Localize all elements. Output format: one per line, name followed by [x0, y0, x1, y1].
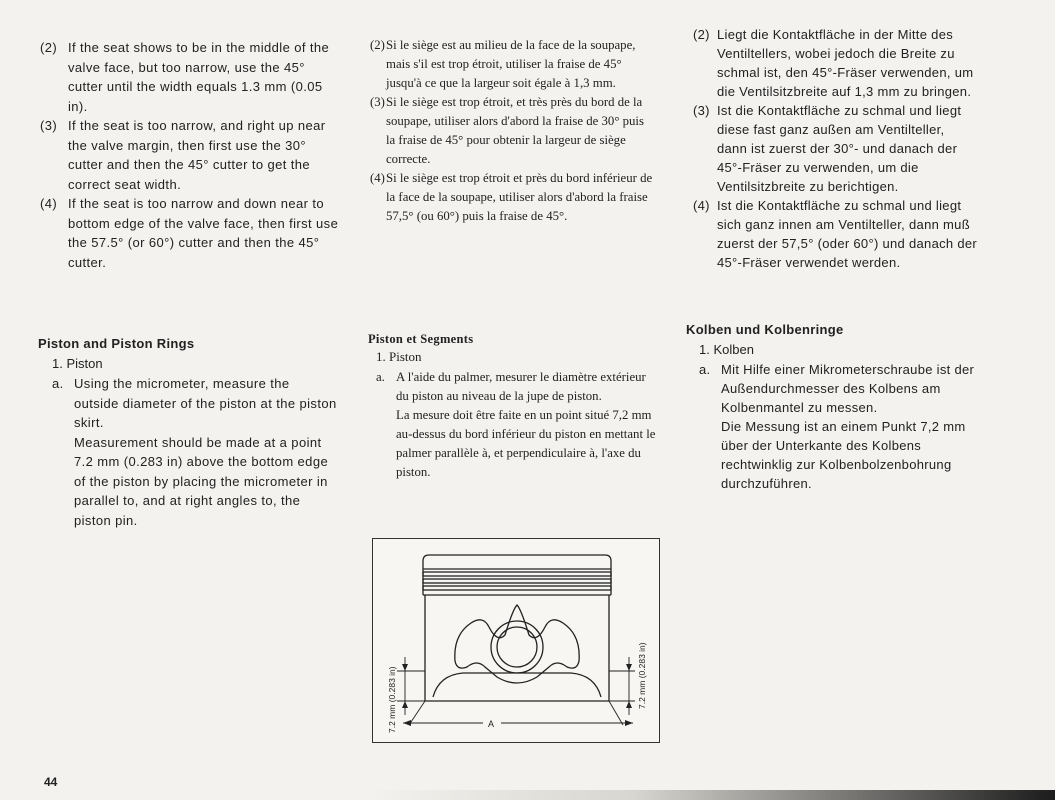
french-item-a	[376, 368, 658, 482]
french-step-4	[370, 169, 655, 226]
dimension-label-right: 7.2 mm (0.283 in)	[637, 642, 647, 709]
step-number: (4)	[693, 198, 710, 213]
dimension-label-left: 7.2 mm (0.283 in)	[387, 666, 397, 733]
french-step-2	[370, 36, 655, 93]
french-item-a-para2: La mesure doit être faite en un point situé 7,2 mm au-dessus du bord inférieur du piston en mettant le palmer parallèle à, et perpendiculaire à, l'axe du piston.	[396, 408, 656, 479]
item-text: Mit Hilfe einer Mikrometerschraube ist der Außendurchmesser des Kolbens am Kolbenmantel zu messen.	[721, 362, 975, 415]
piston-diagram	[373, 539, 659, 742]
english-sub-item: 1. Piston	[52, 356, 103, 371]
french-item-a-text	[376, 368, 658, 406]
english-valve-steps	[40, 38, 340, 272]
step-text: Si le siège est au milieu de la face de la soupape, mais s'il est trop étroit, utiliser la fraise de 45° jusqu'à ce que la largeur soit égale à 1,3 mm.	[386, 38, 636, 90]
item-label: a.	[52, 376, 64, 391]
item-text: Using the micrometer, measure the outside diameter of the piston at the piston skirt.	[74, 376, 337, 430]
german-item-a-text	[699, 360, 983, 417]
german-section-heading: Kolben und Kolbenringe	[686, 322, 844, 337]
step-text: Si le siège est trop étroit, et très près du bord de la soupape, utiliser alors d'abord la fraise de 30° puis la fraise de 45° pour obtenir la largeur de siège correcte.	[386, 95, 644, 166]
english-step-2	[40, 38, 340, 116]
german-step-3	[693, 101, 978, 196]
step-text: If the seat shows to be in the middle of the valve face, but too narrow, use the 45° cutter until the width equals 1.3 mm (0.05 in).	[68, 40, 330, 114]
step-text: Ist die Kontaktfläche zu schmal und liegt sich ganz innen am Ventilteller, dann muß zuerst der 57,5° (oder 60°) und danach der 45°-Fräser verwendet werden.	[717, 198, 978, 270]
item-label: a.	[699, 362, 711, 377]
step-text: If the seat is too narrow and down near to bottom edge of the valve face, then first use the 57.5° (or 60°) cutter and then the 45° cutter.	[68, 196, 339, 270]
step-number: (2)	[693, 27, 710, 42]
step-text: Si le siège est trop étroit et près du bord inférieur de la face de la soupape, utiliser alors d'abord la fraise 57,5° (ou 60°) puis la fraise de 45°.	[386, 171, 653, 223]
english-item-a	[52, 374, 338, 530]
step-text: Ist die Kontaktfläche zu schmal und liegt diese fast ganz außen am Ventilteller, dann ist zuerst der 30°- und danach der 45°-Fräser zu verwenden, um die Ventilsitzbreite zu berichtigen.	[717, 103, 962, 194]
pin-boss	[455, 605, 579, 683]
german-sub-item: 1. Kolben	[699, 342, 754, 357]
item-label: a.	[376, 370, 385, 384]
step-number: (4)	[40, 196, 58, 211]
ring-groove	[423, 586, 611, 590]
english-section-heading: Piston and Piston Rings	[38, 336, 195, 351]
step-text: Liegt die Kontaktfläche in der Mitte des Ventiltellers, wobei jedoch die Breite zu schmal ist, den 45°-Fräser verwenden, um die Ventilsitzbreite auf 1,3 mm zu bringen.	[717, 27, 974, 99]
page-number: 44	[44, 775, 58, 789]
french-valve-steps	[370, 36, 655, 226]
step-number: (3)	[370, 95, 385, 109]
step-number: (3)	[693, 103, 710, 118]
step-number: (2)	[40, 40, 58, 55]
english-item-a-text	[52, 374, 338, 433]
scan-edge-shadow	[0, 790, 1055, 800]
piston-pin-bore	[491, 621, 543, 673]
step-number: (3)	[40, 118, 58, 133]
diameter-label: A	[488, 719, 495, 729]
step-text: If the seat is too narrow, and right up near the valve margin, then first use the 30° cutter and then the 45° cutter to get the correct seat width.	[68, 118, 326, 192]
english-item-a-para2: Measurement should be made at a point 7.2 mm (0.283 in) above the bottom edge of the piston by placing the micrometer in parallel to, and at right angles to, the piston pin.	[74, 434, 329, 528]
german-item-a-para2: Die Messung ist an einem Punkt 7,2 mm über der Unterkante des Kolbens rechtwinklig zur Kolbenbolzenbohrung durchzuführen.	[721, 419, 966, 491]
step-number: (4)	[370, 171, 385, 185]
ring-groove	[423, 579, 611, 583]
ring-groove	[423, 572, 611, 576]
german-step-2	[693, 25, 978, 101]
item-text: A l'aide du palmer, mesurer le diamètre extérieur du piston au niveau de la jupe de piston.	[396, 370, 646, 403]
english-step-4	[40, 194, 340, 272]
german-step-4	[693, 196, 978, 272]
french-section-heading: Piston et Segments	[368, 332, 474, 346]
piston-crown	[423, 555, 611, 569]
german-valve-steps	[693, 25, 978, 272]
step-number: (2)	[370, 38, 385, 52]
piston-measurement-figure	[372, 538, 660, 743]
german-item-a	[699, 360, 983, 493]
skirt-inner-edge	[433, 673, 601, 697]
french-step-3	[370, 93, 655, 169]
french-sub-item: 1. Piston	[376, 349, 422, 364]
english-step-3	[40, 116, 340, 194]
